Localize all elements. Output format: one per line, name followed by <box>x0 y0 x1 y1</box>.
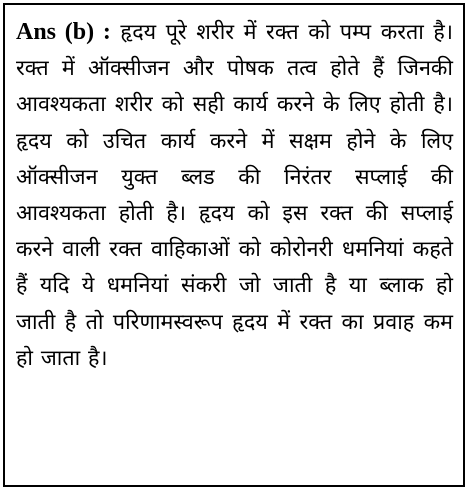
next-content-cropped <box>14 489 464 497</box>
answer-paragraph <box>16 14 453 377</box>
answer-label: Ans (b) : <box>16 19 111 45</box>
answer-box <box>3 3 465 487</box>
answer-body: हृदय पूरे शरीर में रक्त को पम्प करता है। रक्त में ऑक्सीजन और पोषक तत्व होते हैं जिनकी आवश्यकता शरीर को सही कार्य करने के लिए होती है। हृदय को उचित कार्य करने में सक्षम होने के लिए ऑक्सीजन युक्त ब्लड की निरंतर सप्लाई की आवश्यकता होती है। हृदय को इस रक्त की सप्लाई करने वाली रक्त वाहिकाओं को कोरोनरी धमनियां कहते हैं यदि ये धमनियां संकरी जो जाती है या ब्लाक हो जाती है तो परिणामस्वरूप हृदय में रक्त का प्रवाह कम हो जाता है। <box>16 20 453 371</box>
